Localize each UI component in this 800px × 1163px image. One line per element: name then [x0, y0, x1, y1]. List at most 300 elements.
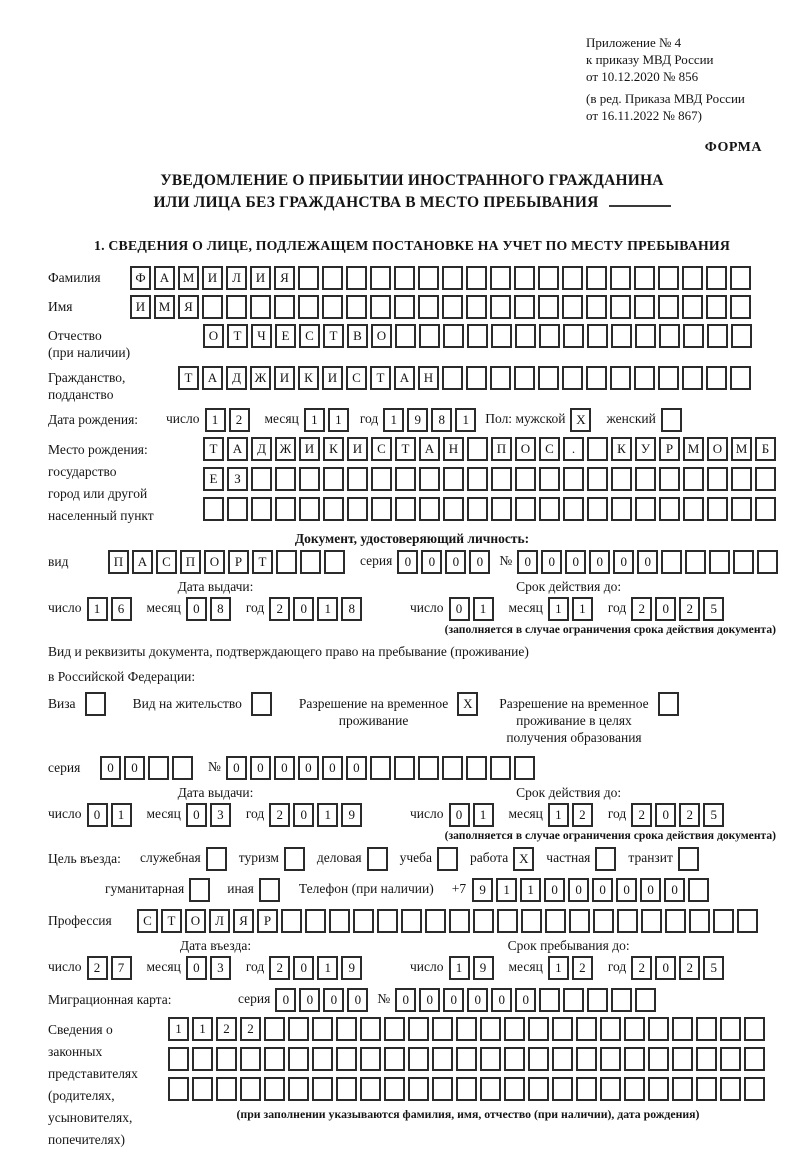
char-cell[interactable]: 2	[269, 803, 290, 827]
char-cell[interactable]: 1	[317, 956, 338, 980]
char-cell[interactable]	[586, 295, 607, 319]
char-cell[interactable]	[324, 550, 345, 574]
char-cell[interactable]	[251, 497, 272, 521]
char-cell[interactable]	[709, 550, 730, 574]
char-cell[interactable]	[466, 366, 487, 390]
char-cell[interactable]: 2	[631, 956, 652, 980]
char-cell[interactable]	[515, 467, 536, 491]
char-cell[interactable]	[467, 467, 488, 491]
char-cell[interactable]	[514, 756, 535, 780]
char-cell[interactable]	[395, 324, 416, 348]
char-cell[interactable]	[563, 324, 584, 348]
char-cell[interactable]	[394, 295, 415, 319]
char-cell[interactable]	[515, 324, 536, 348]
char-cell[interactable]: X	[513, 847, 534, 871]
char-cell[interactable]	[449, 909, 470, 933]
char-cell[interactable]: Д	[226, 366, 247, 390]
char-cell[interactable]	[600, 1047, 621, 1071]
char-cell[interactable]	[347, 467, 368, 491]
char-cell[interactable]: С	[346, 366, 367, 390]
char-cell[interactable]: 0	[186, 597, 207, 621]
char-cell[interactable]	[611, 497, 632, 521]
char-cell[interactable]	[733, 550, 754, 574]
char-cell[interactable]	[713, 909, 734, 933]
char-cell[interactable]	[395, 467, 416, 491]
char-cell[interactable]: Ч	[251, 324, 272, 348]
char-cell[interactable]: 0	[323, 988, 344, 1012]
char-cell[interactable]: А	[227, 437, 248, 461]
char-cell[interactable]: А	[419, 437, 440, 461]
char-cell[interactable]	[730, 366, 751, 390]
char-cell[interactable]: 2	[679, 956, 700, 980]
char-cell[interactable]	[336, 1077, 357, 1101]
char-cell[interactable]	[514, 366, 535, 390]
char-cell[interactable]	[298, 295, 319, 319]
char-cell[interactable]	[370, 756, 391, 780]
char-cell[interactable]	[264, 1077, 285, 1101]
char-cell[interactable]: 0	[565, 550, 586, 574]
char-cell[interactable]: 0	[541, 550, 562, 574]
char-cell[interactable]	[635, 988, 656, 1012]
char-cell[interactable]	[467, 497, 488, 521]
char-cell[interactable]	[418, 756, 439, 780]
char-cell[interactable]: 3	[210, 803, 231, 827]
char-cell[interactable]: 0	[517, 550, 538, 574]
char-cell[interactable]	[634, 266, 655, 290]
char-cell[interactable]	[658, 295, 679, 319]
char-cell[interactable]	[336, 1047, 357, 1071]
char-cell[interactable]: И	[202, 266, 223, 290]
char-cell[interactable]: 0	[293, 597, 314, 621]
char-cell[interactable]: 0	[419, 988, 440, 1012]
char-cell[interactable]: 9	[472, 878, 493, 902]
char-cell[interactable]	[299, 497, 320, 521]
char-cell[interactable]: Р	[257, 909, 278, 933]
char-cell[interactable]	[672, 1047, 693, 1071]
char-cell[interactable]	[442, 366, 463, 390]
char-cell[interactable]	[730, 266, 751, 290]
char-cell[interactable]: О	[515, 437, 536, 461]
char-cell[interactable]: 5	[703, 803, 724, 827]
char-cell[interactable]: 1	[548, 956, 569, 980]
char-cell[interactable]	[720, 1017, 741, 1041]
char-cell[interactable]: А	[154, 266, 175, 290]
char-cell[interactable]	[466, 756, 487, 780]
char-cell[interactable]	[635, 324, 656, 348]
char-cell[interactable]	[284, 847, 305, 871]
char-cell[interactable]	[456, 1047, 477, 1071]
char-cell[interactable]: 7	[111, 956, 132, 980]
char-cell[interactable]: 2	[240, 1017, 261, 1041]
char-cell[interactable]	[288, 1017, 309, 1041]
char-cell[interactable]: Ж	[275, 437, 296, 461]
char-cell[interactable]	[329, 909, 350, 933]
char-cell[interactable]	[442, 756, 463, 780]
char-cell[interactable]	[384, 1077, 405, 1101]
char-cell[interactable]: 0	[544, 878, 565, 902]
char-cell[interactable]	[659, 497, 680, 521]
char-cell[interactable]: О	[203, 324, 224, 348]
char-cell[interactable]	[595, 847, 616, 871]
char-cell[interactable]	[563, 467, 584, 491]
char-cell[interactable]	[490, 295, 511, 319]
char-cell[interactable]	[672, 1017, 693, 1041]
char-cell[interactable]: К	[323, 437, 344, 461]
char-cell[interactable]	[696, 1017, 717, 1041]
char-cell[interactable]	[442, 295, 463, 319]
char-cell[interactable]	[216, 1047, 237, 1071]
char-cell[interactable]: 0	[491, 988, 512, 1012]
char-cell[interactable]	[490, 266, 511, 290]
char-cell[interactable]: 1	[473, 597, 494, 621]
char-cell[interactable]	[323, 467, 344, 491]
char-cell[interactable]: 9	[341, 956, 362, 980]
char-cell[interactable]	[685, 550, 706, 574]
char-cell[interactable]	[689, 909, 710, 933]
char-cell[interactable]: 0	[637, 550, 658, 574]
char-cell[interactable]	[528, 1017, 549, 1041]
char-cell[interactable]	[576, 1017, 597, 1041]
char-cell[interactable]	[586, 266, 607, 290]
char-cell[interactable]	[731, 324, 752, 348]
char-cell[interactable]: 2	[229, 408, 250, 432]
char-cell[interactable]	[240, 1077, 261, 1101]
char-cell[interactable]	[755, 497, 776, 521]
char-cell[interactable]	[610, 266, 631, 290]
char-cell[interactable]	[408, 1077, 429, 1101]
char-cell[interactable]	[425, 909, 446, 933]
char-cell[interactable]: 0	[347, 988, 368, 1012]
char-cell[interactable]: 9	[407, 408, 428, 432]
char-cell[interactable]: О	[204, 550, 225, 574]
char-cell[interactable]: 0	[467, 988, 488, 1012]
char-cell[interactable]	[312, 1077, 333, 1101]
char-cell[interactable]: 0	[469, 550, 490, 574]
char-cell[interactable]: Т	[370, 366, 391, 390]
char-cell[interactable]: 3	[210, 956, 231, 980]
char-cell[interactable]	[408, 1017, 429, 1041]
char-cell[interactable]	[394, 266, 415, 290]
char-cell[interactable]	[634, 366, 655, 390]
char-cell[interactable]: 0	[664, 878, 685, 902]
char-cell[interactable]	[610, 295, 631, 319]
char-cell[interactable]: 0	[395, 988, 416, 1012]
char-cell[interactable]	[563, 988, 584, 1012]
char-cell[interactable]	[521, 909, 542, 933]
char-cell[interactable]	[755, 467, 776, 491]
char-cell[interactable]	[251, 692, 272, 716]
char-cell[interactable]: 6	[111, 597, 132, 621]
char-cell[interactable]	[443, 324, 464, 348]
char-cell[interactable]: И	[274, 366, 295, 390]
char-cell[interactable]: П	[108, 550, 129, 574]
char-cell[interactable]: 0	[568, 878, 589, 902]
char-cell[interactable]: Д	[251, 437, 272, 461]
char-cell[interactable]: 9	[341, 803, 362, 827]
char-cell[interactable]	[538, 295, 559, 319]
char-cell[interactable]	[635, 467, 656, 491]
char-cell[interactable]: 1	[520, 878, 541, 902]
char-cell[interactable]	[515, 497, 536, 521]
char-cell[interactable]	[744, 1077, 765, 1101]
char-cell[interactable]	[346, 266, 367, 290]
char-cell[interactable]: А	[202, 366, 223, 390]
char-cell[interactable]	[539, 988, 560, 1012]
char-cell[interactable]	[480, 1017, 501, 1041]
char-cell[interactable]	[408, 1047, 429, 1071]
char-cell[interactable]	[611, 988, 632, 1012]
char-cell[interactable]	[85, 692, 106, 716]
char-cell[interactable]	[418, 295, 439, 319]
char-cell[interactable]: 2	[87, 956, 108, 980]
char-cell[interactable]: 0	[445, 550, 466, 574]
char-cell[interactable]: 0	[274, 756, 295, 780]
char-cell[interactable]: 1	[87, 597, 108, 621]
char-cell[interactable]	[688, 878, 709, 902]
char-cell[interactable]	[312, 1017, 333, 1041]
char-cell[interactable]	[757, 550, 778, 574]
char-cell[interactable]	[562, 295, 583, 319]
char-cell[interactable]	[672, 1077, 693, 1101]
char-cell[interactable]: Е	[275, 324, 296, 348]
char-cell[interactable]	[665, 909, 686, 933]
char-cell[interactable]: А	[394, 366, 415, 390]
char-cell[interactable]	[624, 1017, 645, 1041]
char-cell[interactable]	[432, 1047, 453, 1071]
char-cell[interactable]: 1	[317, 803, 338, 827]
char-cell[interactable]	[587, 324, 608, 348]
char-cell[interactable]: 0	[299, 988, 320, 1012]
char-cell[interactable]	[744, 1047, 765, 1071]
char-cell[interactable]: О	[371, 324, 392, 348]
char-cell[interactable]	[419, 467, 440, 491]
char-cell[interactable]	[539, 467, 560, 491]
char-cell[interactable]	[624, 1077, 645, 1101]
char-cell[interactable]	[401, 909, 422, 933]
char-cell[interactable]	[491, 497, 512, 521]
char-cell[interactable]: Т	[178, 366, 199, 390]
char-cell[interactable]: 8	[210, 597, 231, 621]
char-cell[interactable]: 0	[186, 803, 207, 827]
char-cell[interactable]	[442, 266, 463, 290]
char-cell[interactable]: 1	[449, 956, 470, 980]
char-cell[interactable]: И	[299, 437, 320, 461]
char-cell[interactable]	[587, 437, 608, 461]
char-cell[interactable]: И	[130, 295, 151, 319]
char-cell[interactable]	[418, 266, 439, 290]
char-cell[interactable]	[394, 756, 415, 780]
char-cell[interactable]	[395, 497, 416, 521]
char-cell[interactable]	[696, 1047, 717, 1071]
char-cell[interactable]: А	[132, 550, 153, 574]
char-cell[interactable]	[744, 1017, 765, 1041]
char-cell[interactable]	[569, 909, 590, 933]
char-cell[interactable]	[539, 324, 560, 348]
char-cell[interactable]	[514, 295, 535, 319]
char-cell[interactable]	[576, 1047, 597, 1071]
char-cell[interactable]: 0	[655, 597, 676, 621]
char-cell[interactable]: 0	[443, 988, 464, 1012]
char-cell[interactable]	[610, 366, 631, 390]
char-cell[interactable]: Б	[755, 437, 776, 461]
char-cell[interactable]	[682, 266, 703, 290]
char-cell[interactable]: К	[611, 437, 632, 461]
char-cell[interactable]	[288, 1077, 309, 1101]
char-cell[interactable]: 8	[341, 597, 362, 621]
char-cell[interactable]	[730, 295, 751, 319]
char-cell[interactable]	[737, 909, 758, 933]
char-cell[interactable]	[189, 878, 210, 902]
char-cell[interactable]: 2	[269, 956, 290, 980]
char-cell[interactable]	[562, 266, 583, 290]
char-cell[interactable]: 0	[421, 550, 442, 574]
char-cell[interactable]	[300, 550, 321, 574]
char-cell[interactable]	[661, 408, 682, 432]
char-cell[interactable]	[706, 266, 727, 290]
char-cell[interactable]	[466, 295, 487, 319]
char-cell[interactable]	[360, 1077, 381, 1101]
char-cell[interactable]: 0	[186, 956, 207, 980]
char-cell[interactable]	[276, 550, 297, 574]
char-cell[interactable]: 1	[111, 803, 132, 827]
char-cell[interactable]	[707, 497, 728, 521]
char-cell[interactable]	[720, 1047, 741, 1071]
char-cell[interactable]	[322, 295, 343, 319]
char-cell[interactable]: Т	[395, 437, 416, 461]
char-cell[interactable]	[563, 497, 584, 521]
char-cell[interactable]	[528, 1077, 549, 1101]
char-cell[interactable]: 1	[328, 408, 349, 432]
char-cell[interactable]: М	[178, 266, 199, 290]
char-cell[interactable]: 2	[572, 956, 593, 980]
char-cell[interactable]	[371, 467, 392, 491]
char-cell[interactable]	[682, 295, 703, 319]
char-cell[interactable]	[323, 497, 344, 521]
char-cell[interactable]: М	[683, 437, 704, 461]
char-cell[interactable]	[346, 295, 367, 319]
char-cell[interactable]	[172, 756, 193, 780]
char-cell[interactable]	[250, 295, 271, 319]
char-cell[interactable]: 0	[250, 756, 271, 780]
char-cell[interactable]: 0	[322, 756, 343, 780]
char-cell[interactable]	[720, 1077, 741, 1101]
char-cell[interactable]: 0	[293, 803, 314, 827]
char-cell[interactable]: 5	[703, 956, 724, 980]
char-cell[interactable]	[168, 1047, 189, 1071]
char-cell[interactable]	[648, 1017, 669, 1041]
char-cell[interactable]	[299, 467, 320, 491]
char-cell[interactable]: 2	[216, 1017, 237, 1041]
char-cell[interactable]: У	[635, 437, 656, 461]
char-cell[interactable]: Н	[418, 366, 439, 390]
char-cell[interactable]: 0	[616, 878, 637, 902]
char-cell[interactable]	[226, 295, 247, 319]
char-cell[interactable]	[491, 324, 512, 348]
char-cell[interactable]	[251, 467, 272, 491]
char-cell[interactable]	[203, 497, 224, 521]
char-cell[interactable]	[259, 878, 280, 902]
char-cell[interactable]	[617, 909, 638, 933]
char-cell[interactable]	[683, 324, 704, 348]
char-cell[interactable]: Л	[209, 909, 230, 933]
char-cell[interactable]	[288, 1047, 309, 1071]
char-cell[interactable]	[707, 324, 728, 348]
char-cell[interactable]	[658, 366, 679, 390]
char-cell[interactable]	[443, 467, 464, 491]
char-cell[interactable]	[587, 988, 608, 1012]
char-cell[interactable]: З	[227, 467, 248, 491]
char-cell[interactable]	[648, 1047, 669, 1071]
char-cell[interactable]: 2	[631, 597, 652, 621]
char-cell[interactable]: Н	[443, 437, 464, 461]
char-cell[interactable]	[275, 497, 296, 521]
char-cell[interactable]: 0	[515, 988, 536, 1012]
char-cell[interactable]: 0	[100, 756, 121, 780]
char-cell[interactable]: 0	[449, 803, 470, 827]
char-cell[interactable]	[552, 1047, 573, 1071]
char-cell[interactable]	[731, 497, 752, 521]
char-cell[interactable]	[322, 266, 343, 290]
char-cell[interactable]	[370, 295, 391, 319]
char-cell[interactable]	[600, 1017, 621, 1041]
char-cell[interactable]	[682, 366, 703, 390]
char-cell[interactable]: К	[298, 366, 319, 390]
char-cell[interactable]	[504, 1017, 525, 1041]
char-cell[interactable]	[456, 1017, 477, 1041]
char-cell[interactable]	[538, 366, 559, 390]
char-cell[interactable]	[593, 909, 614, 933]
char-cell[interactable]: 0	[346, 756, 367, 780]
char-cell[interactable]: П	[180, 550, 201, 574]
char-cell[interactable]: 2	[572, 803, 593, 827]
char-cell[interactable]	[586, 366, 607, 390]
char-cell[interactable]: М	[731, 437, 752, 461]
char-cell[interactable]	[611, 467, 632, 491]
char-cell[interactable]	[706, 366, 727, 390]
char-cell[interactable]	[275, 467, 296, 491]
char-cell[interactable]	[678, 847, 699, 871]
char-cell[interactable]	[658, 692, 679, 716]
char-cell[interactable]: С	[299, 324, 320, 348]
char-cell[interactable]: 0	[613, 550, 634, 574]
char-cell[interactable]: 5	[703, 597, 724, 621]
char-cell[interactable]	[504, 1077, 525, 1101]
char-cell[interactable]: 1	[496, 878, 517, 902]
char-cell[interactable]	[731, 467, 752, 491]
char-cell[interactable]: 2	[631, 803, 652, 827]
char-cell[interactable]: 9	[473, 956, 494, 980]
char-cell[interactable]: Р	[228, 550, 249, 574]
char-cell[interactable]: Т	[227, 324, 248, 348]
char-cell[interactable]	[467, 324, 488, 348]
char-cell[interactable]	[641, 909, 662, 933]
char-cell[interactable]: 0	[226, 756, 247, 780]
char-cell[interactable]	[419, 324, 440, 348]
char-cell[interactable]: С	[539, 437, 560, 461]
char-cell[interactable]: 0	[640, 878, 661, 902]
char-cell[interactable]	[648, 1077, 669, 1101]
char-cell[interactable]	[552, 1077, 573, 1101]
char-cell[interactable]: 0	[589, 550, 610, 574]
char-cell[interactable]: 1	[383, 408, 404, 432]
char-cell[interactable]: Т	[161, 909, 182, 933]
char-cell[interactable]	[491, 467, 512, 491]
char-cell[interactable]: 1	[205, 408, 226, 432]
char-cell[interactable]: 0	[87, 803, 108, 827]
char-cell[interactable]: Я	[233, 909, 254, 933]
char-cell[interactable]	[545, 909, 566, 933]
char-cell[interactable]	[192, 1047, 213, 1071]
